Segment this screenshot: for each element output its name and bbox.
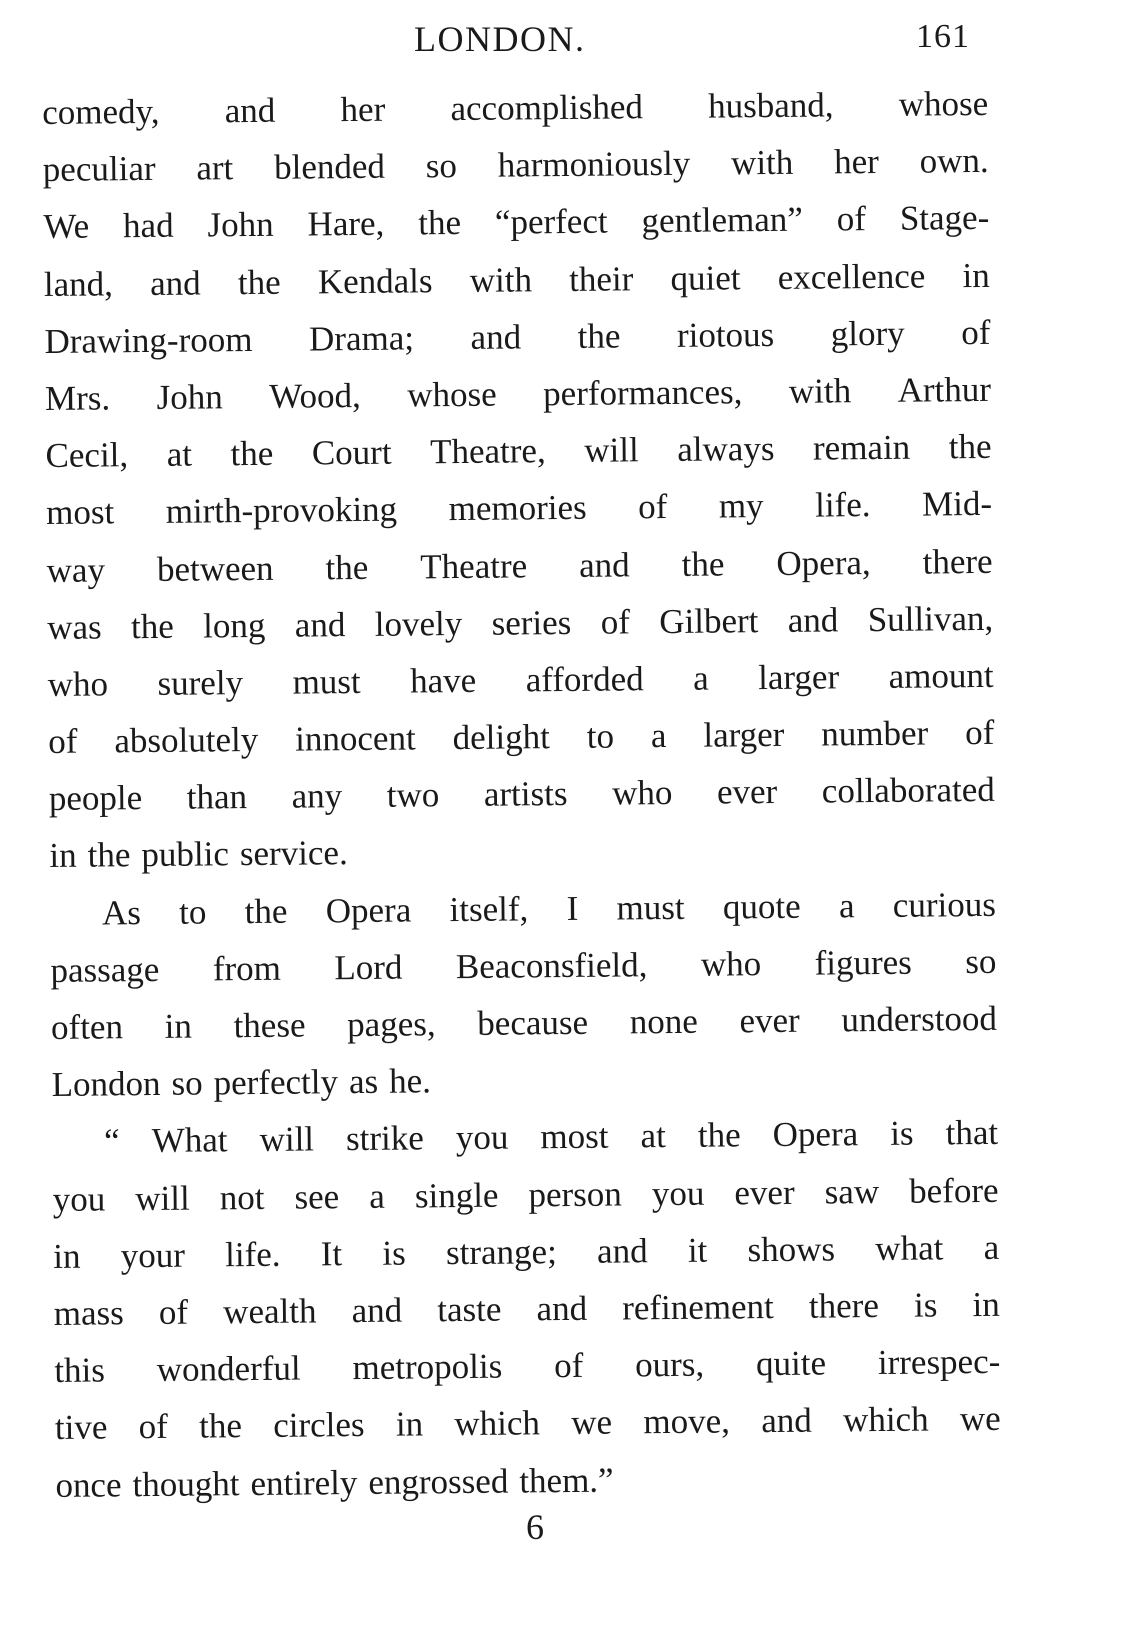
word: of	[600, 602, 631, 642]
word: Lord	[334, 947, 403, 988]
word: We	[43, 206, 90, 247]
word: in	[395, 1404, 424, 1444]
word: absolutely	[114, 720, 259, 761]
word: because	[477, 1002, 589, 1043]
text-line	[51, 990, 998, 1056]
word: the	[697, 1115, 741, 1156]
word: Sullivan,	[867, 598, 994, 639]
word: of	[637, 487, 668, 527]
text-line	[54, 1333, 1001, 1399]
word: it	[687, 1230, 708, 1270]
word: and	[149, 263, 201, 303]
word: thought	[132, 1463, 240, 1504]
word: to	[178, 892, 207, 932]
word: Drama;	[308, 318, 415, 359]
word: passage	[50, 949, 160, 990]
word: is	[890, 1114, 914, 1154]
word: so	[965, 941, 997, 981]
word: who	[47, 664, 109, 704]
text-line	[46, 532, 993, 598]
word: and	[536, 1288, 588, 1329]
word: a	[369, 1176, 386, 1216]
word: curious	[892, 884, 997, 925]
text-line	[47, 590, 994, 656]
word: harmoniously	[497, 143, 691, 185]
word: amount	[888, 655, 994, 696]
word: the	[87, 835, 131, 876]
word: the	[418, 203, 462, 243]
word: long	[203, 605, 266, 646]
word: her	[833, 142, 880, 182]
word: between	[156, 548, 274, 589]
text-line	[53, 1219, 1000, 1285]
word: performances,	[543, 372, 743, 414]
word: this	[54, 1350, 106, 1391]
word: you	[651, 1173, 705, 1213]
word: Mid-	[921, 484, 993, 524]
word: entirely	[250, 1462, 358, 1503]
text-line	[50, 933, 997, 999]
word: lovely	[374, 603, 463, 644]
word: number	[821, 713, 929, 754]
word: whose	[407, 374, 497, 415]
word: single	[414, 1175, 499, 1216]
word: is	[913, 1285, 938, 1325]
word: gentleman”	[641, 200, 804, 241]
word: artists	[483, 774, 568, 815]
word: riotous	[676, 314, 775, 355]
word: irrespec-	[877, 1341, 1001, 1383]
word: life.	[814, 485, 871, 525]
word: surely	[157, 662, 244, 703]
word: there	[922, 541, 993, 582]
text-line	[45, 361, 992, 427]
word: memories	[448, 488, 587, 529]
word: often	[50, 1007, 124, 1047]
word: we	[571, 1402, 613, 1443]
word: service.	[239, 833, 348, 874]
word: pages,	[346, 1004, 436, 1045]
word: “perfect	[494, 201, 608, 243]
word: Mrs.	[44, 378, 111, 418]
word: will	[259, 1119, 315, 1160]
word: will	[584, 430, 639, 470]
word: person	[528, 1174, 623, 1214]
word: larger	[703, 714, 785, 755]
text-line	[45, 418, 992, 484]
text-line	[50, 876, 997, 942]
word: with	[730, 142, 794, 183]
text-line	[43, 132, 990, 198]
word: of	[964, 712, 995, 753]
word: itself,	[449, 888, 529, 929]
word: As	[101, 892, 142, 933]
word: and	[578, 544, 630, 585]
word: ever	[739, 1000, 800, 1041]
word: before	[908, 1170, 999, 1211]
text-line	[44, 304, 991, 370]
word: and	[761, 1400, 812, 1441]
word: as	[348, 1062, 379, 1102]
word: engrossed	[368, 1461, 509, 1502]
word: a	[983, 1227, 1000, 1267]
word: It	[320, 1233, 343, 1274]
word: in	[49, 836, 77, 876]
word: glory	[830, 313, 905, 354]
word: have	[409, 660, 477, 701]
word: delight	[452, 717, 551, 758]
text-line	[49, 818, 996, 884]
signature-mark: 6	[526, 1507, 544, 1547]
word: metropolis	[352, 1346, 503, 1388]
word: Opera,	[776, 542, 871, 583]
word: refinement	[622, 1286, 774, 1328]
word: Opera	[325, 890, 412, 930]
word: the	[130, 606, 174, 646]
word: wealth	[223, 1291, 317, 1332]
word: husband,	[707, 85, 834, 126]
word: quite	[755, 1343, 827, 1384]
word: had	[122, 206, 174, 246]
word: a	[838, 885, 855, 926]
word: tive	[54, 1407, 108, 1448]
word: the	[244, 891, 288, 931]
word: we	[959, 1399, 1001, 1439]
word: in	[962, 255, 990, 295]
word: circles	[273, 1405, 365, 1446]
text-line	[52, 1104, 999, 1170]
word: to	[586, 716, 615, 756]
word: he.	[388, 1061, 432, 1101]
word: Kendals	[317, 260, 433, 301]
word: innocent	[294, 718, 416, 759]
word: which	[842, 1399, 929, 1440]
word: shows	[747, 1229, 836, 1270]
word: so	[425, 146, 458, 186]
word: of	[961, 312, 991, 352]
word: with	[469, 259, 533, 300]
word: ever	[716, 772, 778, 812]
word: and	[787, 600, 839, 640]
text-line	[49, 761, 996, 827]
word: must	[292, 661, 361, 702]
word: always	[677, 429, 775, 470]
word: once	[55, 1464, 122, 1505]
text-line	[55, 1390, 1002, 1456]
word: afforded	[525, 659, 644, 700]
word: understood	[841, 998, 998, 1040]
word: series	[491, 602, 572, 643]
word: quote	[722, 886, 801, 927]
word: them.”	[519, 1460, 614, 1500]
word: at	[166, 434, 193, 474]
word: John	[156, 377, 223, 417]
word: with	[788, 371, 852, 411]
word: these	[233, 1005, 306, 1046]
word: the	[325, 547, 369, 587]
word: from	[212, 948, 282, 989]
word: and	[224, 90, 276, 131]
word: Theatre	[420, 545, 528, 586]
word: the	[198, 1406, 243, 1446]
word: that	[945, 1113, 999, 1153]
word: Wood,	[269, 375, 361, 416]
word: you	[52, 1179, 106, 1219]
word: Hare,	[307, 204, 385, 244]
word: in	[53, 1236, 81, 1276]
running-title: LONDON.	[414, 19, 586, 59]
word: Cecil,	[45, 435, 129, 476]
word: you	[455, 1117, 509, 1158]
word: remain	[812, 427, 911, 468]
word: none	[629, 1001, 698, 1042]
word: of	[48, 721, 78, 762]
word: in	[164, 1006, 193, 1046]
text-line	[47, 647, 994, 713]
word: strike	[345, 1118, 425, 1159]
word: most	[540, 1116, 609, 1157]
word: Stage-	[899, 198, 990, 239]
word: people	[48, 778, 143, 819]
word: what	[875, 1228, 944, 1268]
word: of	[836, 199, 867, 239]
word: of	[553, 1345, 584, 1386]
word: any	[291, 776, 343, 816]
word: which	[454, 1403, 541, 1444]
text-line	[55, 1447, 1002, 1513]
text-line	[42, 75, 989, 141]
text-line	[44, 246, 991, 312]
word: who	[611, 773, 673, 813]
word: and	[470, 317, 522, 357]
word: and	[294, 604, 346, 645]
word: quiet	[670, 257, 741, 298]
body-text	[42, 75, 1002, 1514]
word: and	[351, 1290, 403, 1331]
word: their	[568, 258, 634, 299]
word: your	[120, 1235, 186, 1276]
word: most	[45, 492, 115, 533]
word: was	[47, 607, 102, 647]
running-head	[0, 18, 1128, 68]
word: two	[386, 775, 440, 815]
word: strange;	[445, 1231, 557, 1272]
word: in	[972, 1284, 1000, 1325]
word: the	[237, 262, 281, 302]
word: What	[151, 1120, 228, 1161]
word: must	[616, 887, 685, 928]
word: the	[577, 316, 621, 356]
word: Beaconsfield,	[455, 945, 648, 986]
word: larger	[757, 657, 840, 698]
text-line	[46, 475, 993, 541]
word: own.	[919, 141, 989, 181]
word: Gilbert	[659, 600, 759, 641]
word: “	[103, 1121, 120, 1161]
word: taste	[437, 1289, 502, 1330]
word: saw	[824, 1171, 880, 1212]
word: ours,	[634, 1344, 705, 1385]
word: whose	[898, 83, 989, 124]
word: Theatre,	[429, 431, 546, 472]
word: comedy,	[42, 91, 160, 132]
text-line	[51, 1047, 998, 1113]
word: mirth-provoking	[165, 489, 398, 532]
word: excellence	[777, 256, 926, 297]
word: I	[566, 888, 579, 928]
word: the	[948, 427, 992, 467]
word: so	[171, 1063, 203, 1103]
word: the	[230, 433, 274, 474]
word: there	[808, 1285, 880, 1326]
word: wonderful	[156, 1348, 301, 1390]
word: perfectly	[213, 1062, 339, 1103]
word: of	[138, 1407, 169, 1447]
word: is	[382, 1233, 406, 1273]
word: art	[196, 148, 234, 188]
word: move,	[643, 1401, 731, 1442]
word: land,	[43, 263, 114, 304]
word: will	[135, 1178, 190, 1218]
text-line	[48, 704, 995, 770]
word: at	[640, 1116, 667, 1156]
word: collaborated	[821, 770, 995, 811]
word: blended	[273, 146, 386, 187]
word: Opera	[772, 1114, 859, 1155]
word: not	[219, 1177, 265, 1217]
word: Drawing-room	[44, 319, 253, 361]
word: than	[186, 777, 248, 817]
text-line	[52, 1161, 999, 1227]
word: a	[650, 716, 667, 756]
word: and	[596, 1230, 648, 1271]
word: of	[158, 1292, 189, 1332]
word: mass	[53, 1293, 124, 1333]
word: accomplished	[450, 87, 644, 129]
word: who	[700, 943, 762, 984]
word: see	[294, 1176, 340, 1217]
word: peculiar	[42, 149, 156, 190]
page-number: 161	[916, 18, 970, 55]
word: John	[207, 205, 274, 245]
word: Court	[311, 432, 392, 473]
word: my	[718, 486, 764, 526]
word: her	[340, 89, 386, 130]
word: Arthur	[897, 369, 992, 410]
word: figures	[814, 942, 912, 983]
word: life.	[224, 1234, 281, 1275]
text-line	[54, 1276, 1001, 1342]
word: a	[692, 658, 709, 698]
word: public	[141, 834, 230, 875]
word: the	[681, 543, 725, 584]
word: ever	[734, 1172, 795, 1212]
word: London	[51, 1064, 161, 1105]
word: way	[46, 549, 106, 590]
text-line	[43, 189, 990, 255]
